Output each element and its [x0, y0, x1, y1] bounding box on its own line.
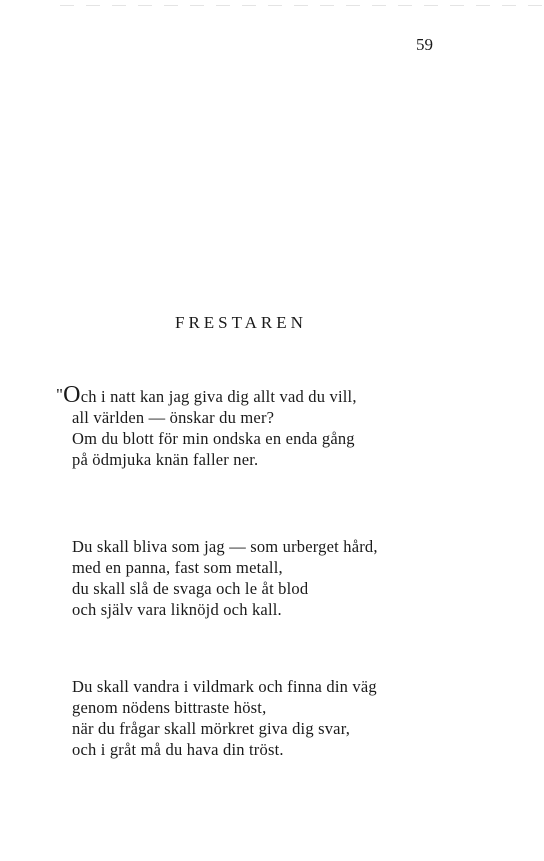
stanza-1: [56, 382, 357, 470]
top-edge-rule: [60, 5, 544, 6]
poem-line-1: [56, 382, 357, 408]
poem-line-5: Du skall bliva som jag — som urberget hård,: [72, 537, 378, 556]
poem-line-9: Du skall vandra i vildmark och finna din väg: [72, 677, 377, 696]
page-number: 59: [416, 35, 433, 54]
first-line-text: ch i natt kan jag giva dig allt vad du vill,: [80, 387, 357, 406]
stanza-2: [72, 536, 378, 620]
poem-line-10: genom nödens bittraste höst,: [72, 698, 267, 717]
poem-line-2: all världen — önskar du mer?: [72, 408, 275, 427]
opening-quote: ": [56, 385, 64, 404]
poem-line-6: med en panna, fast som metall,: [72, 558, 283, 577]
stanza-3: [72, 676, 377, 760]
poem-line-8: och själv vara liknöjd och kall.: [72, 600, 282, 619]
initial-letter: O: [63, 382, 81, 408]
poem-line-3: Om du blott för min ondska en enda gång: [72, 429, 355, 448]
poem-title: FRESTAREN: [175, 313, 307, 332]
poem-line-4: på ödmjuka knän faller ner.: [72, 450, 259, 469]
poem-line-11: när du frågar skall mörkret giva dig svar,: [72, 719, 351, 738]
poem-line-12: och i gråt må du hava din tröst.: [72, 740, 284, 759]
poem-line-7: du skall slå de svaga och le åt blod: [72, 579, 309, 598]
